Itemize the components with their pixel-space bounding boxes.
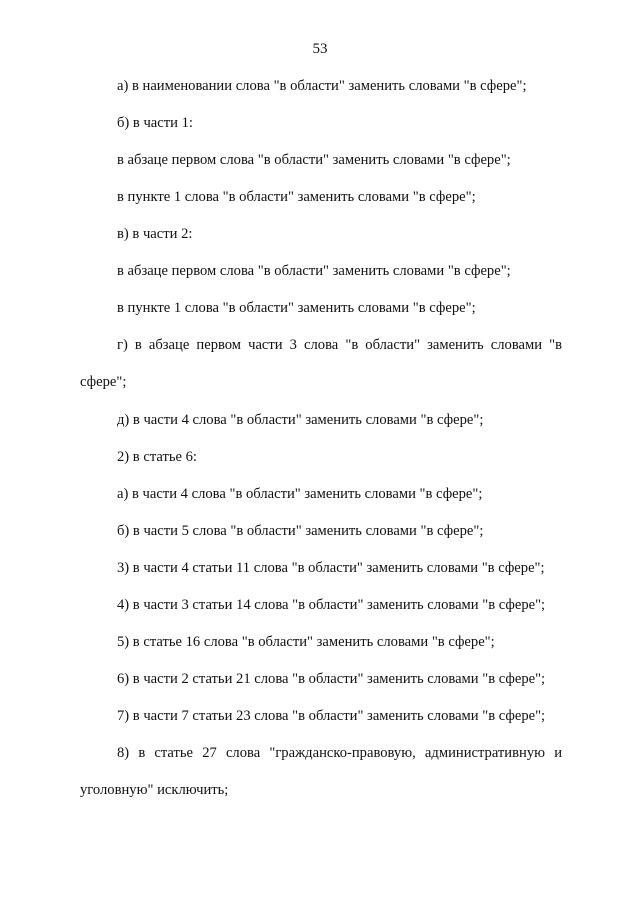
amendment-line: 5) в статье 16 слова "в области" заменить словами "в сфере"; bbox=[117, 634, 495, 650]
amendment-line: 4) в части 3 статьи 14 слова "в области" заменить словами "в сфере"; bbox=[117, 597, 546, 613]
amendment-line: 3) в части 4 статьи 11 слова "в области" заменить словами "в сфере"; bbox=[117, 560, 545, 576]
amendment-line-justified: г) в абзаце первом части 3 слова "в области" заменить словами "в bbox=[117, 337, 562, 353]
amendment-line: б) в части 1: bbox=[117, 115, 193, 131]
amendment-line: в пункте 1 слова "в области" заменить словами "в сфере"; bbox=[117, 300, 476, 316]
amendment-line: б) в части 5 слова "в области" заменить словами "в сфере"; bbox=[117, 523, 484, 539]
amendment-line-justified: 8) в статье 27 слова "гражданско-правовую, административную и bbox=[117, 745, 562, 761]
amendment-line: а) в части 4 слова "в области" заменить словами "в сфере"; bbox=[117, 486, 483, 502]
amendment-line: в) в части 2: bbox=[117, 226, 193, 242]
amendment-line: д) в части 4 слова "в области" заменить словами "в сфере"; bbox=[117, 412, 484, 428]
amendment-line: в абзаце первом слова "в области" заменить словами "в сфере"; bbox=[117, 263, 511, 279]
amendment-line: а) в наименовании слова "в области" заменить словами "в сфере"; bbox=[117, 78, 527, 94]
amendment-line: 2) в статье 6: bbox=[117, 449, 197, 465]
amendment-line: в пункте 1 слова "в области" заменить словами "в сфере"; bbox=[117, 189, 476, 205]
page-number: 53 bbox=[312, 41, 328, 57]
amendment-line: в абзаце первом слова "в области" заменить словами "в сфере"; bbox=[117, 152, 511, 168]
amendment-line-continuation: уголовную" исключить; bbox=[80, 782, 229, 798]
amendment-line: 6) в части 2 статьи 21 слова "в области" заменить словами "в сфере"; bbox=[117, 671, 546, 687]
amendment-line: 7) в части 7 статьи 23 слова "в области" заменить словами "в сфере"; bbox=[117, 708, 546, 724]
amendment-line-continuation: сфере"; bbox=[80, 374, 127, 390]
